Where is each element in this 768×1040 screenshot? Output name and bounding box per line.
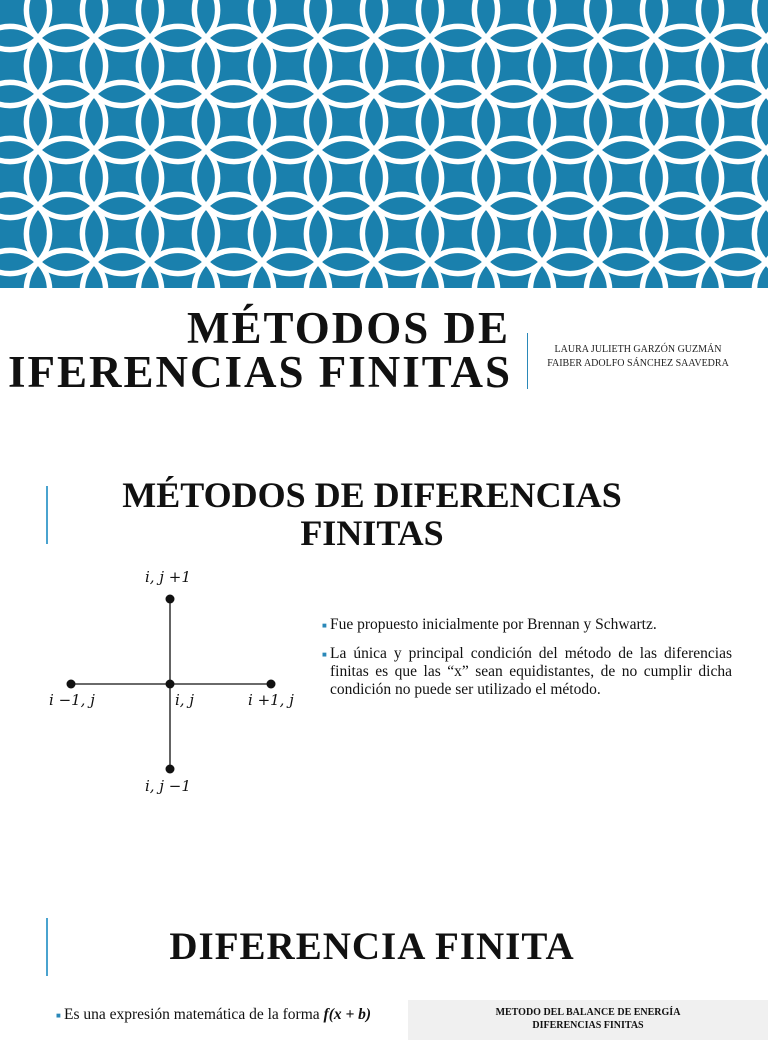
slide-title: DIFERENCIA FINITA [169,925,575,968]
content-slide-finite-difference [0,888,768,1031]
stencil-node-left [67,680,76,689]
stencil-node-center [166,680,175,689]
slide-title [60,476,684,552]
slide-title-line-2: FINITAS [300,513,444,553]
bullet-marker: ■ [322,621,327,630]
title-line-2: IFERENCIAS FINITAS [7,347,512,397]
presentation-title [0,303,512,397]
bullet-marker: ■ [322,650,327,659]
bullet-item [56,1006,416,1024]
bullet-marker: ■ [56,1011,61,1020]
accent-bar [46,918,48,976]
content-slide-methods [0,418,768,888]
pattern-circle [754,306,768,385]
stencil-label-bottom: i, j −1 [145,777,191,795]
bullet-item [322,645,732,699]
bullet-text: Es una expresión matemática de la forma [64,1006,320,1023]
reference-image-caption [408,1000,768,1040]
bullet-text: Fue propuesto inicialmente por Brennan y Schwartz. [330,616,657,633]
author-name: FAIBER ADOLFO SÁNCHEZ SAAVEDRA [547,358,729,369]
decorative-pattern-banner [0,0,768,288]
stencil-label-right: i +1, j [248,691,294,709]
bullet-item [322,616,732,634]
title-line-1: MÉTODOS DE [187,303,510,353]
stencil-label-center: i, j [175,691,194,709]
stencil-node-right [267,680,276,689]
title-divider [527,333,528,389]
formula-text: f(x + b) [323,1006,372,1023]
finite-difference-stencil-diagram [40,566,310,806]
accent-bar [46,486,48,544]
slide-title-line-1: MÉTODOS DE DIFERENCIAS [122,475,622,515]
stencil-label-left: i −1, j [49,691,95,709]
reference-caption-line-1: METODO DEL BALANCE DE ENERGÍA [495,1007,681,1018]
stencil-label-top: i, j +1 [145,568,191,586]
reference-caption-line-2: DIFERENCIAS FINITAS [532,1020,644,1031]
title-slide [0,0,768,418]
stencil-node-bottom [166,765,175,774]
bullet-text: La única y principal condición del método de las diferencias finitas es que las “x” sean equidistantes, de no cumplir dicha condición no puede ser utilizado el método. [330,645,732,698]
author-list [533,343,743,371]
author-name: LAURA JULIETH GARZÓN GUZMÁN [554,344,722,355]
bullet-list [322,616,732,710]
stencil-node-top [166,595,175,604]
